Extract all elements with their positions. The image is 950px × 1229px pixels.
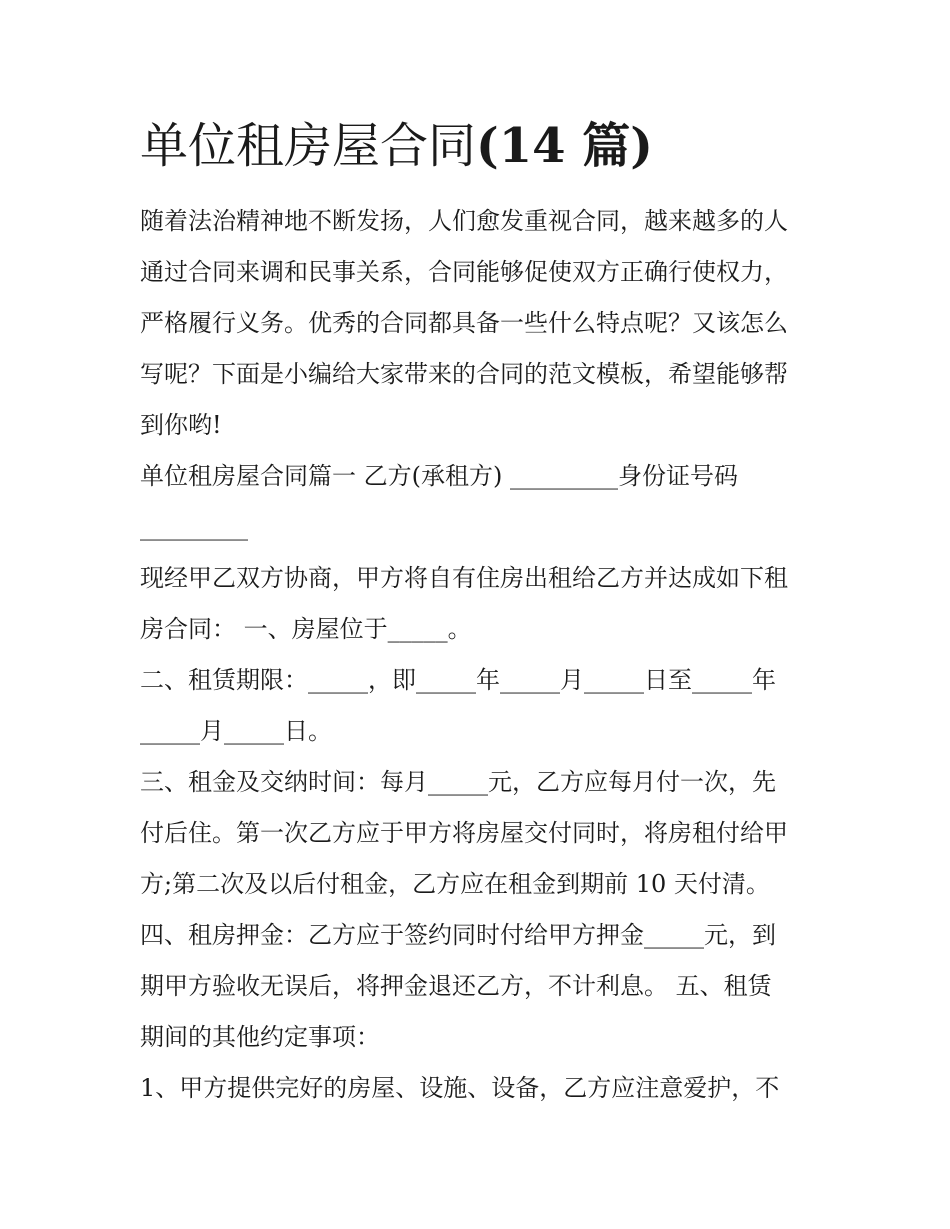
title-suffix: (14 篇) xyxy=(476,118,653,174)
text-line: _____月_____日。 xyxy=(140,717,332,745)
text-line: 房合同： 一、房屋位于_____。 xyxy=(140,615,472,643)
text-line: 通过合同来调和民事关系，合同能够促使双方正确行使权力， xyxy=(140,258,788,286)
text-line: 1、甲方提供完好的房屋、设施、设备，乙方应注意爱护，不 xyxy=(140,1074,780,1102)
text-line: 随着法治精神地不断发扬，人们愈发重视合同，越来越多的人 xyxy=(140,207,788,235)
text-line: 严格履行义务。优秀的合同都具备一些什么特点呢？又该怎么 xyxy=(140,309,788,337)
text-line: 期甲方验收无误后，将押金退还乙方，不计利息。 五、租赁 xyxy=(140,972,772,1000)
text-line: 三、租金及交纳时间：每月_____元，乙方应每月付一次，先 xyxy=(140,768,776,796)
text-line: _________ xyxy=(140,513,248,541)
document-title xyxy=(140,112,653,180)
text-line: 期间的其他约定事项： xyxy=(140,1023,380,1051)
document-body xyxy=(140,196,810,1114)
text-line: 到你哟! xyxy=(140,411,222,439)
text-line: 四、租房押金：乙方应于签约同时付给甲方押金_____元，到 xyxy=(140,921,776,949)
text-line: 方;第二次及以后付租金，乙方应在租金到期前 10 天付清。 xyxy=(140,870,770,898)
title-main: 单位租房屋合同 xyxy=(140,118,477,174)
text-line: 现经甲乙双方协商，甲方将自有住房出租给乙方并达成如下租 xyxy=(140,564,788,592)
text-line: 单位租房屋合同篇一 乙方(承租方) _________身份证号码 xyxy=(140,462,738,490)
text-line: 付后住。第一次乙方应于甲方将房屋交付同时，将房租付给甲 xyxy=(140,819,788,847)
text-line: 写呢？下面是小编给大家带来的合同的范文模板，希望能够帮 xyxy=(140,360,788,388)
text-line: 二、租赁期限：_____，即_____年_____月_____日至_____年 xyxy=(140,666,776,694)
